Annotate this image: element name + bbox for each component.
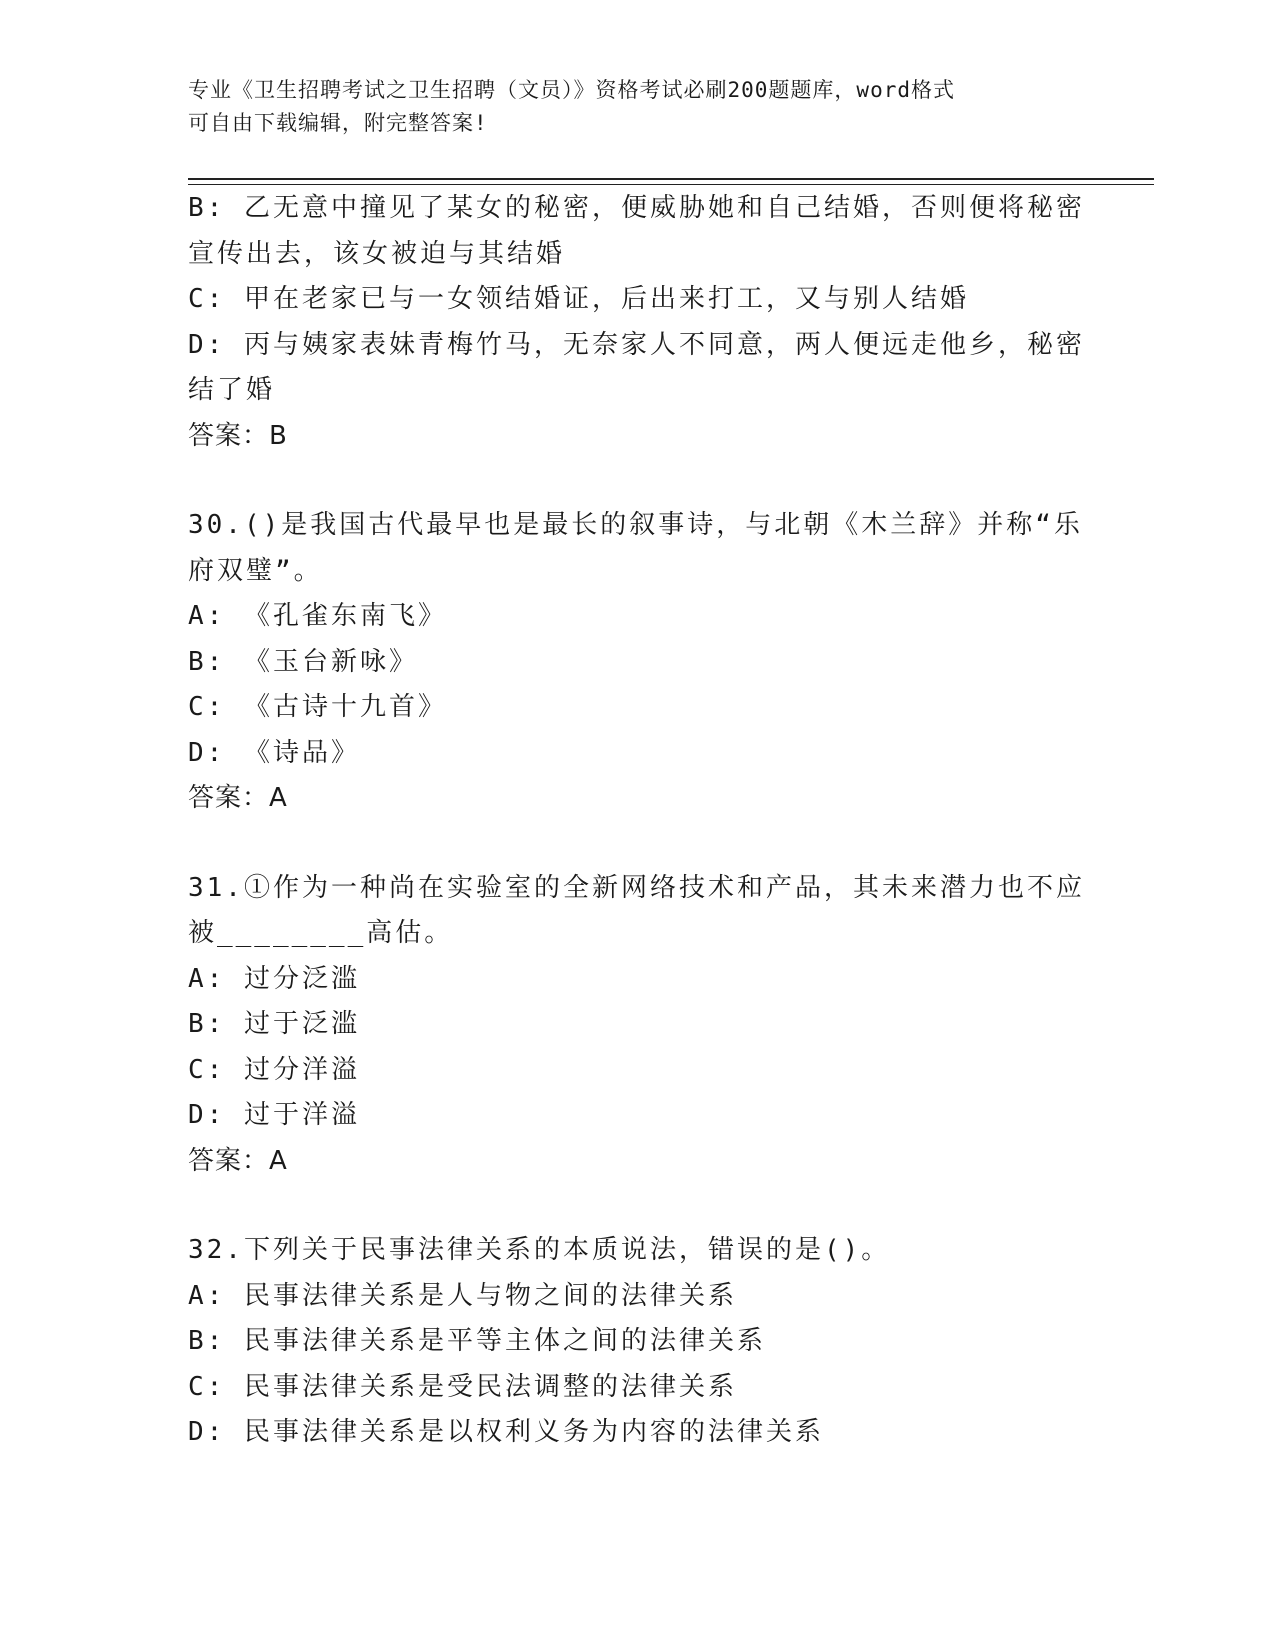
- option-d-line-1: D: 丙与姨家表妹青梅竹马，无奈家人不同意，两人便远走他乡，秘密: [188, 329, 1085, 360]
- header-divider: [188, 178, 1154, 185]
- option-d: D: 《诗品》: [188, 737, 360, 768]
- option-b: B: 《玉台新咏》: [188, 646, 418, 677]
- spacer: [188, 1184, 1088, 1228]
- spacer: [188, 459, 1088, 503]
- option-a: A: 民事法律关系是人与物之间的法律关系: [188, 1280, 737, 1311]
- option-d: D: 过于洋溢: [188, 1100, 360, 1130]
- header-title-line-2: 可自由下载编辑，附完整答案!: [188, 111, 488, 135]
- question-stem-line-2: 府双璧”。: [188, 555, 323, 586]
- option-a: A: 《孔雀东南飞》: [188, 601, 447, 631]
- option-c: C: 甲在老家已与一女领结婚证，后出来打工，又与别人结婚: [188, 284, 969, 314]
- option-b-line-1: B: 乙无意中撞见了某女的秘密，便威胁她和自己结婚，否则便将秘密: [188, 193, 1085, 223]
- option-d: D: 民事法律关系是以权利义务为内容的法律关系: [188, 1417, 824, 1447]
- question-stem-line-1: 31.①作为一种尚在实验室的全新网络技术和产品，其未来潜力也不应: [188, 872, 1085, 903]
- question-30: [188, 503, 1088, 822]
- answer: 答案：A: [188, 1145, 288, 1176]
- option-d-line-2: 结了婚: [188, 375, 276, 405]
- option-c: C: 民事法律关系是受民法调整的法律关系: [188, 1371, 737, 1402]
- question-31: [188, 866, 1088, 1185]
- question-list: [188, 186, 1088, 1456]
- header-title-line-1: 专业《卫生招聘考试之卫生招聘（文员）》资格考试必刷200题题库，word格式: [188, 78, 955, 102]
- question-stem: 32.下列关于民事法律关系的本质说法，错误的是()。: [188, 1235, 891, 1265]
- option-b: B: 民事法律关系是平等主体之间的法律关系: [188, 1326, 766, 1356]
- option-b: B: 过于泛滥: [188, 1009, 360, 1039]
- option-c: C: 过分洋溢: [188, 1054, 360, 1085]
- option-a: A: 过分泛滥: [188, 963, 360, 994]
- document-header: [188, 74, 1068, 140]
- spacer: [188, 822, 1088, 866]
- option-c: C: 《古诗十九首》: [188, 692, 447, 722]
- question-32: [188, 1228, 1088, 1456]
- option-b-line-2: 宣传出去，该女被迫与其结婚: [188, 238, 566, 269]
- answer: 答案：A: [188, 783, 288, 813]
- answer: 答案：B: [188, 420, 288, 451]
- question-stem-line-2: 被________高估。: [188, 918, 454, 948]
- question-stem-line-1: 30.()是我国古代最早也是最长的叙事诗，与北朝《木兰辞》并称“乐: [188, 510, 1083, 540]
- question-29: [188, 186, 1088, 459]
